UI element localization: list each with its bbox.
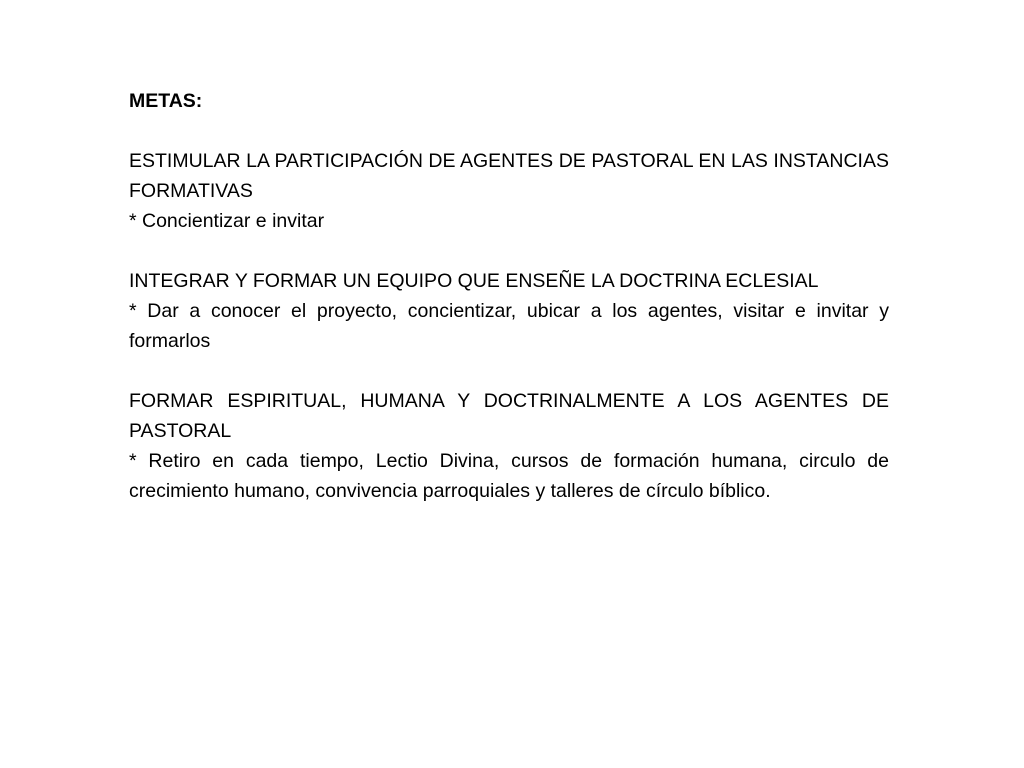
spacer	[129, 116, 889, 146]
goal-detail: * Retiro en cada tiempo, Lectio Divina, cursos de formación humana, circulo de crecimiento humano, convivencia parroquiales y talleres de círculo bíblico.	[129, 450, 889, 502]
goal-detail: * Concientizar e invitar	[129, 210, 325, 232]
goal-title: FORMAR ESPIRITUAL, HUMANA Y DOCTRINALMENTE A LOS AGENTES DE PASTORAL	[129, 390, 889, 442]
goal-block-2	[129, 266, 889, 356]
goal-title: INTEGRAR Y FORMAR UN EQUIPO QUE ENSEÑE LA DOCTRINA ECLESIAL	[129, 270, 819, 292]
goal-block-1	[129, 146, 889, 236]
slide-content	[129, 86, 889, 536]
slide-heading: METAS:	[129, 90, 203, 112]
goal-title: ESTIMULAR LA PARTICIPACIÓN DE AGENTES DE PASTORAL EN LAS INSTANCIAS FORMATIVAS	[129, 150, 889, 202]
goal-block-3	[129, 386, 889, 506]
goal-detail: * Dar a conocer el proyecto, concientizar, ubicar a los agentes, visitar e invitar y formarlos	[129, 300, 889, 352]
